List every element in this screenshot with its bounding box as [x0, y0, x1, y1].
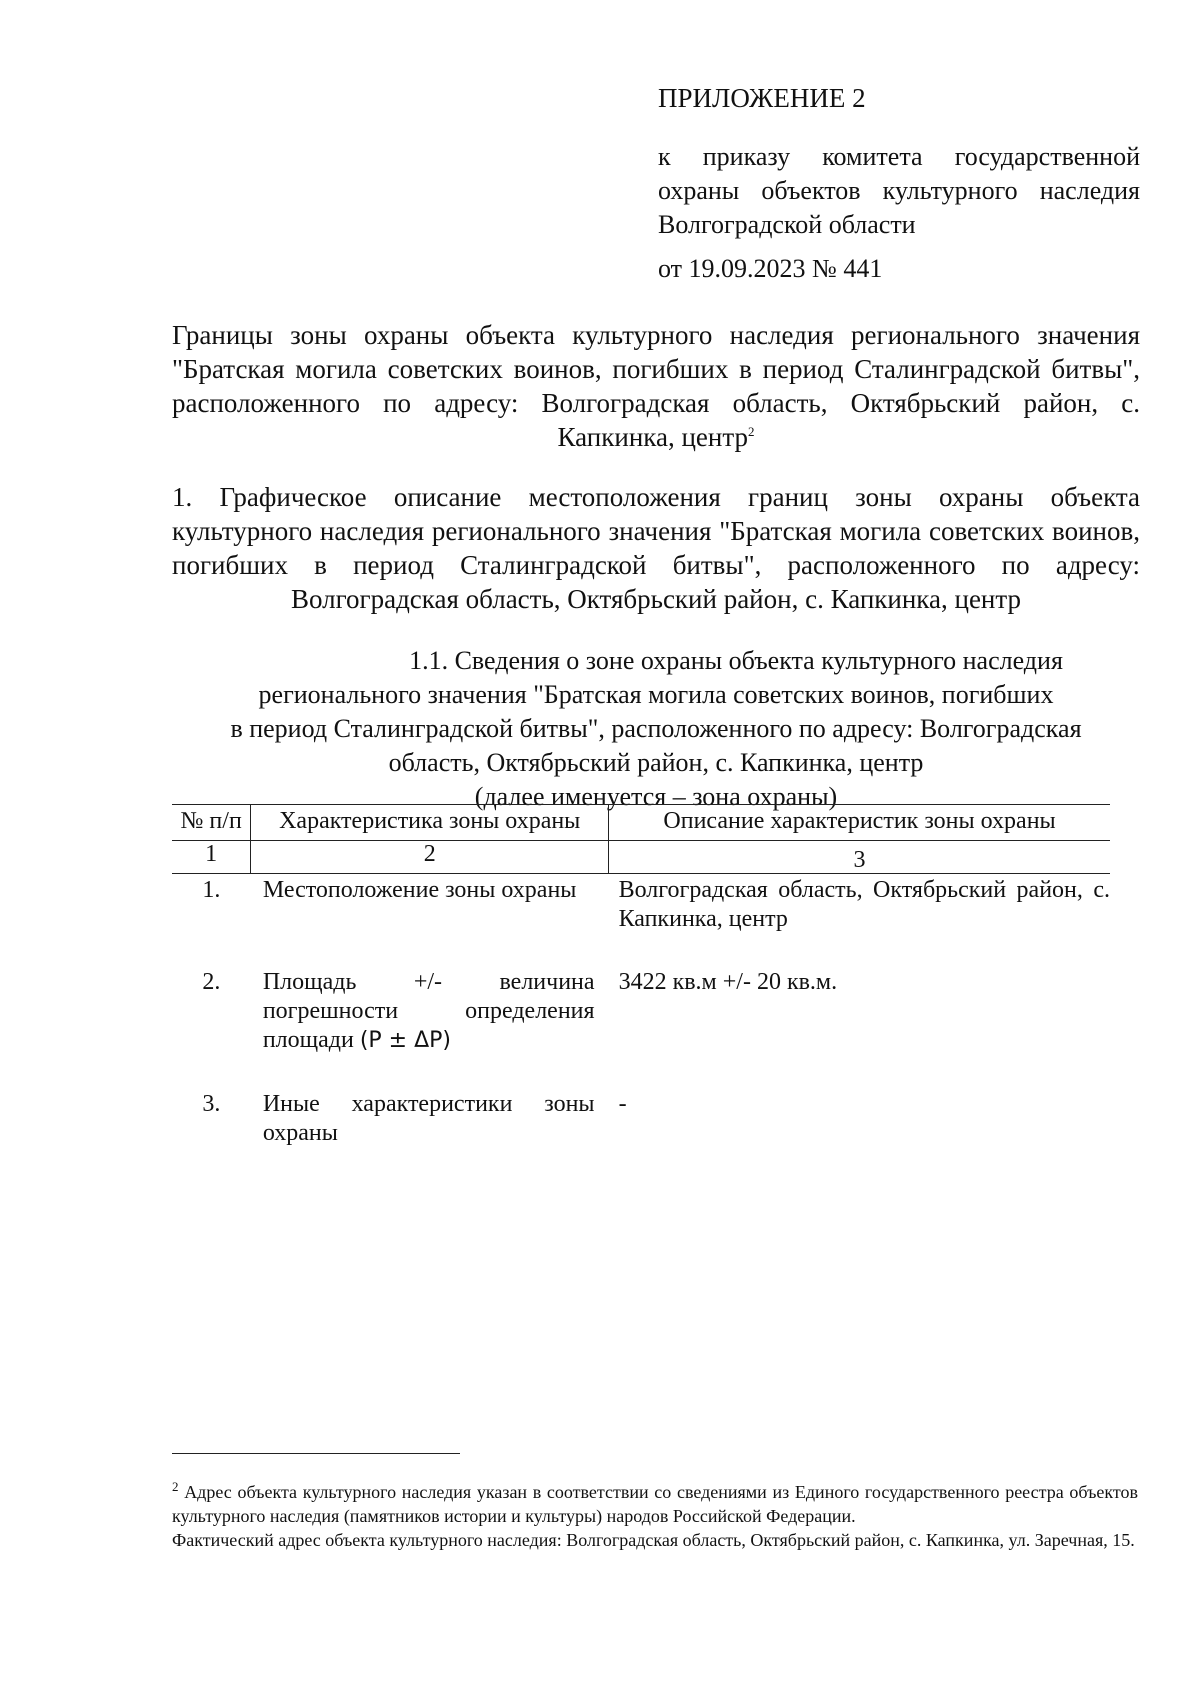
footnote [172, 1480, 1138, 1552]
footnote-line: Фактический адрес объекта культурного наследия: Волгоградская область, Октябрьский район, с. Капкинка, ул. Заречная, 15. [172, 1530, 1135, 1550]
section-1-1-line: регионального значения "Братская могила советских воинов, погибших [258, 680, 1054, 709]
footnote-mark: 2 [172, 1479, 179, 1494]
document-title [172, 318, 1140, 454]
order-addressee: к приказу комитета государственной охраны объектов культурного наследия Волгоградской области [658, 142, 1140, 239]
row-number: 1. [202, 877, 221, 903]
section-1-1-heading [172, 644, 1140, 814]
table-column-numbers-row [172, 841, 1110, 874]
header-number: № п/п [172, 805, 251, 841]
row-number: 3. [202, 1091, 221, 1117]
column-number: 2 [251, 841, 609, 874]
row-description: 3422 кв.м +/- 20 кв.м. [618, 969, 838, 995]
document-title-text: Границы зоны охраны объекта культурного наследия регионального значения "Братская могила советских воинов, погибших в период Сталинградской битвы", расположенного по адресу: Волгоградская область, Октябрьский район, с. Капкинка, центр [172, 320, 1140, 452]
row-number: 2. [202, 969, 221, 995]
row-description: - [618, 1091, 627, 1117]
area-formula: (P ± ΔP) [359, 1028, 452, 1053]
title-footnote-mark: 2 [747, 424, 755, 439]
appendix-title: ПРИЛОЖЕНИЕ 2 [658, 83, 866, 113]
row-characteristic: Местоположение зоны охраны [262, 877, 577, 903]
column-number: 3 [609, 841, 1110, 874]
order-date: от 19.09.2023 № 441 [658, 254, 883, 283]
zone-info-table [172, 804, 1110, 1170]
row-characteristic-text: Площадь +/- величина погрешности определения площади [262, 969, 595, 1053]
section-1-1-line: 1.1. Сведения о зоне охраны объекта культурного наследия [409, 646, 1063, 675]
column-number: 1 [172, 841, 251, 874]
header-description: Описание характеристик зоны охраны [609, 805, 1110, 841]
section-1-1-line: область, Октябрьский район, с. Капкинка, центр [388, 748, 924, 777]
footnote-text: Адрес объекта культурного наследия указан в соответствии со сведениями из Единого государственного реестра объектов культурного наследия (памятников истории и культуры) народов Российской Федерации. [172, 1482, 1138, 1526]
row-characteristic: Иные характеристики зоны охраны [262, 1091, 595, 1146]
table-header-row [172, 805, 1110, 841]
section-1-1-line: в период Сталинградской битвы", расположенного по адресу: Волгоградская [230, 714, 1082, 743]
row-characteristic [251, 960, 609, 1084]
footnote-line [172, 1480, 1138, 1528]
footnote-divider [172, 1453, 460, 1454]
row-description: Волгоградская область, Октябрьский район, с. Капкинка, центр [618, 877, 1110, 932]
table-row [172, 960, 1110, 1084]
section-1-heading: 1. Графическое описание местоположения границ зоны охраны объекта культурного наследия регионального значения "Братская могила советских воинов, погибших в период Сталинградской битвы", расположенного по адресу: Волгоградская область, Октябрьский район, с. Капкинка, центр [172, 482, 1140, 614]
header-characteristic: Характеристика зоны охраны [251, 805, 609, 841]
table-row [172, 1084, 1110, 1170]
table-row [172, 874, 1110, 961]
section-1-1-line: (далее именуется – зона охраны) [474, 782, 838, 811]
